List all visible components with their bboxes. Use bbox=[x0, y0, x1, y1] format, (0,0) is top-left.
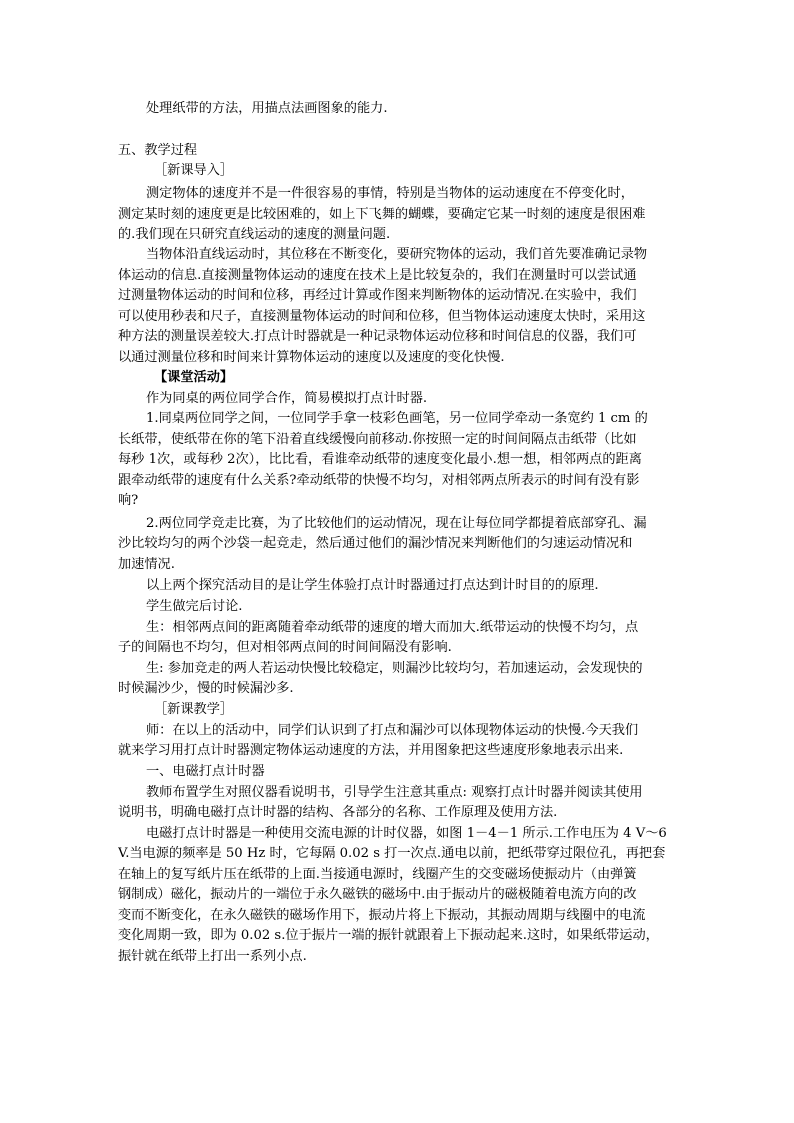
paragraph-line: 电磁打点计时器是一种使用交流电源的计时仪器，如图 1－4－1 所示.工作电压为 4 V～6 bbox=[146, 826, 667, 841]
section-heading: 五、教学过程 bbox=[118, 143, 198, 158]
paragraph-line: 教师布置学生对照仪器看说明书，引导学生注意其重点: 观察打点计时器并阅读其使用 bbox=[146, 785, 643, 800]
paragraph-line: 学生做完后讨论. bbox=[146, 599, 243, 614]
paragraph-line: 过测量物体运动的时间和位移，再经过计算或作图来判断物体的运动情况.在实验中，我们 bbox=[118, 288, 637, 303]
paragraph-line: 沙比较均匀的两个沙袋一起竞走，然后通过他们的漏沙情况来判断他们的匀速运动情况和 bbox=[118, 536, 633, 551]
paragraph-line: 处理纸带的方法，用描点法画图象的能力. bbox=[146, 101, 388, 116]
paragraph-line: 当物体沿直线运动时，其位移在不断变化，要研究物体的运动，我们首先要准确记录物 bbox=[146, 247, 648, 262]
paragraph-line: 测定某时刻的速度更是比较困难的，如上下飞舞的蝴蝶，要确定它某一时刻的速度是很困难 bbox=[118, 207, 646, 222]
paragraph-line: 以通过测量位移和时间来计算物体运动的速度以及速度的变化快慢. bbox=[118, 350, 505, 365]
subsection-label: ［新课导入］ bbox=[154, 163, 234, 178]
paragraph-line: 子的间隔也不均匀，但对相邻两点间的时间间隔没有影响. bbox=[118, 640, 452, 655]
paragraph-line: 振针就在纸带上打出一系列小点. bbox=[118, 949, 307, 964]
paragraph-line: 的.我们现在只研究直线运动的速度的测量问题. bbox=[118, 227, 391, 242]
paragraph-line: 每秒 1次，或每秒 2次），比比看，看谁牵动纸带的速度变化最小.想一想，相邻两点的距离 bbox=[118, 452, 642, 467]
paragraph-line: 生：相邻两点间的距离随着牵动纸带的速度的增大而加大.纸带运动的快慢不均匀，点 bbox=[146, 620, 639, 635]
subsection-label: 【课堂活动】 bbox=[154, 370, 234, 385]
paragraph-line: 生: 参加竞走的两人若运动快慢比较稳定，则漏沙比较均匀，若加速运动，会发现快的 bbox=[146, 661, 643, 676]
paragraph-line: 测定物体的速度并不是一件很容易的事情，特别是当物体的运动速度在不停变化时， bbox=[146, 186, 634, 201]
paragraph-line: 响? bbox=[118, 493, 139, 508]
paragraph-line: 钢制成）磁化，振动片的一端位于永久磁铁的磁场中.由于振动片的磁极随着电流方向的改 bbox=[118, 887, 637, 902]
paragraph-line: 长纸带，使纸带在你的笔下沿着直线缓慢向前移动.你按照一定的时间间隔点击纸带（比如 bbox=[118, 432, 637, 447]
paragraph-line: 师：在以上的活动中，同学们认识到了打点和漏沙可以体现物体运动的快慢.今天我们 bbox=[146, 723, 639, 738]
paragraph-line: 变而不断变化，在永久磁铁的磁场作用下，振动片将上下振动，其振动周期与线圈中的电流 bbox=[118, 908, 646, 923]
paragraph-line: 种方法的测量误差较大.打点计时器就是一种记录物体运动位移和时间信息的仪器，我们可 bbox=[118, 329, 637, 344]
paragraph-line: 就来学习用打点计时器测定物体运动速度的方法，并用图象把这些速度形象地表示出来. bbox=[118, 743, 624, 758]
paragraph-line: 2.两位同学竞走比赛，为了比较他们的运动情况，现在让每位同学都提着底部穿孔、漏 bbox=[146, 516, 647, 531]
paragraph-line: 以上两个探究活动目的是让学生体验打点计时器通过打点达到计时目的的原理. bbox=[146, 578, 599, 593]
paragraph-line: 时候漏沙少，慢的时候漏沙多. bbox=[118, 681, 294, 696]
section-heading: 一、电磁打点计时器 bbox=[146, 764, 265, 779]
paragraph-line: 在轴上的复写纸片压在纸带的上面.当接通电源时，线圈产生的交变磁场使振动片（由弹簧 bbox=[118, 867, 637, 882]
paragraph-line: 说明书，明确电磁打点计时器的结构、各部分的名称、工作原理及使用方法. bbox=[118, 805, 558, 820]
paragraph-line: 跟牵动纸带的速度有什么关系?牵动纸带的快慢不均匀，对相邻两点所表示的时间有没有影 bbox=[118, 473, 640, 488]
subsection-label: ［新课教学］ bbox=[154, 702, 234, 717]
paragraph-line: V.当电源的频率是 50 Hz 时，它每隔 0.02 s 打一次点.通电以前，把纸带穿过限位孔，再把套 bbox=[118, 846, 666, 861]
paragraph-line: 可以使用秒表和尺子，直接测量物体运动的时间和位移，但当物体运动速度太快时，采用这 bbox=[118, 309, 646, 324]
paragraph-line: 体运动的信息.直接测量物体运动的速度在技术上是比较复杂的，我们在测量时可以尝试通 bbox=[118, 268, 637, 283]
paragraph-line: 作为同桌的两位同学合作，简易模拟打点计时器. bbox=[146, 391, 428, 406]
paragraph-line: 加速情况. bbox=[118, 557, 175, 572]
paragraph-line: 变化周期一致，即为 0.02 s.位于振片一端的振针就跟着上下振动起来.这时，如果纸带运动， bbox=[118, 928, 659, 943]
paragraph-line: 1.同桌两位同学之间，一位同学手拿一枝彩色画笔，另一位同学牵动一条宽约 1 cm 的 bbox=[146, 411, 648, 426]
